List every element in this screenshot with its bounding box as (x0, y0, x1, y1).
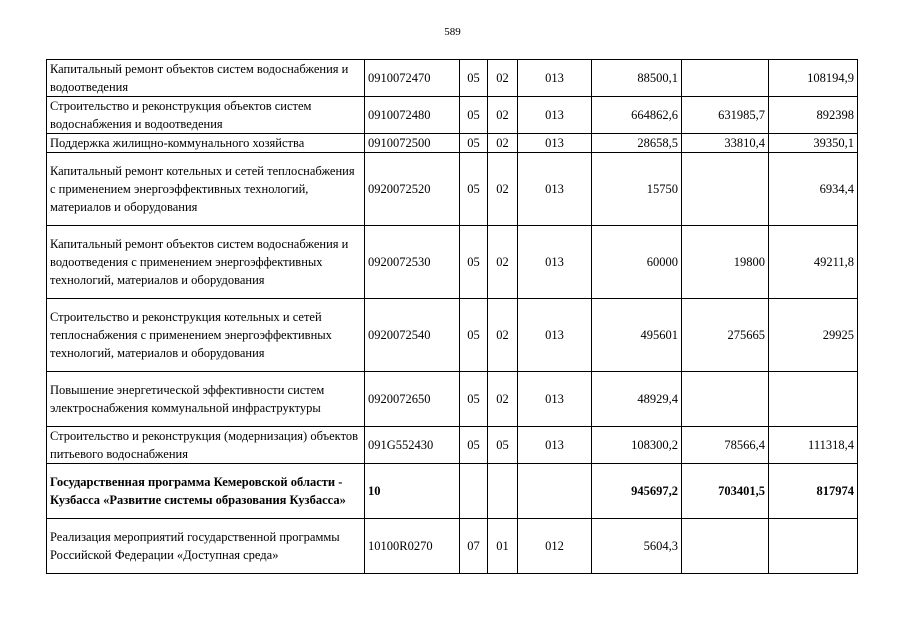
row-section (460, 464, 488, 519)
row-kvr: 013 (518, 427, 592, 464)
row-subsection: 02 (488, 153, 518, 226)
row-subsection: 02 (488, 299, 518, 372)
row-sum-3 (769, 519, 858, 574)
row-sum-3: 892398 (769, 97, 858, 134)
row-sum-1: 88500,1 (592, 60, 682, 97)
row-code: 0910072480 (365, 97, 460, 134)
row-sum-3: 39350,1 (769, 134, 858, 153)
row-name: Повышение энергетической эффективности систем электроснабжения коммунальной инфраструктуры (47, 372, 365, 427)
row-kvr: 013 (518, 372, 592, 427)
row-kvr: 012 (518, 519, 592, 574)
row-name: Поддержка жилищно-коммунального хозяйства (47, 134, 365, 153)
row-sum-1: 945697,2 (592, 464, 682, 519)
table-row (47, 464, 858, 519)
row-section: 05 (460, 427, 488, 464)
row-sum-1: 495601 (592, 299, 682, 372)
row-subsection (488, 464, 518, 519)
row-code: 0920072540 (365, 299, 460, 372)
row-sum-3: 817974 (769, 464, 858, 519)
row-subsection: 02 (488, 97, 518, 134)
page-number: 589 (444, 26, 461, 38)
row-sum-1: 108300,2 (592, 427, 682, 464)
row-code: 0910072470 (365, 60, 460, 97)
row-sum-2: 19800 (682, 226, 769, 299)
row-name: Капитальный ремонт объектов систем водоснабжения и водоотведения с применением энергоэффективных технологий, материалов и оборудования (47, 226, 365, 299)
row-sum-3: 29925 (769, 299, 858, 372)
row-section: 05 (460, 134, 488, 153)
row-kvr: 013 (518, 97, 592, 134)
row-sum-2 (682, 153, 769, 226)
row-subsection: 02 (488, 226, 518, 299)
row-section: 05 (460, 153, 488, 226)
row-subsection: 01 (488, 519, 518, 574)
row-name: Реализация мероприятий государственной программы Российской Федерации «Доступная среда» (47, 519, 365, 574)
row-subsection: 02 (488, 134, 518, 153)
budget-table (46, 59, 858, 574)
row-sum-1: 5604,3 (592, 519, 682, 574)
row-section: 05 (460, 60, 488, 97)
row-sum-1: 28658,5 (592, 134, 682, 153)
row-subsection: 05 (488, 427, 518, 464)
row-name: Строительство и реконструкция объектов систем водоснабжения и водоотведения (47, 97, 365, 134)
row-sum-1: 60000 (592, 226, 682, 299)
row-kvr: 013 (518, 299, 592, 372)
row-sum-3: 111318,4 (769, 427, 858, 464)
row-section: 05 (460, 299, 488, 372)
table-row (47, 519, 858, 574)
row-sum-2 (682, 519, 769, 574)
table-row (47, 60, 858, 97)
row-kvr (518, 464, 592, 519)
row-sum-3: 49211,8 (769, 226, 858, 299)
row-subsection: 02 (488, 372, 518, 427)
row-section: 05 (460, 97, 488, 134)
row-section: 05 (460, 226, 488, 299)
row-sum-3 (769, 372, 858, 427)
row-sum-2: 703401,5 (682, 464, 769, 519)
row-code: 0920072520 (365, 153, 460, 226)
row-sum-2: 631985,7 (682, 97, 769, 134)
table-row (47, 299, 858, 372)
row-code: 0920072650 (365, 372, 460, 427)
row-subsection: 02 (488, 60, 518, 97)
row-kvr: 013 (518, 60, 592, 97)
row-name: Капитальный ремонт объектов систем водоснабжения и водоотведения (47, 60, 365, 97)
table-row (47, 226, 858, 299)
row-kvr: 013 (518, 226, 592, 299)
table-row (47, 153, 858, 226)
table-row (47, 427, 858, 464)
row-section: 05 (460, 372, 488, 427)
row-sum-3: 108194,9 (769, 60, 858, 97)
row-sum-2: 275665 (682, 299, 769, 372)
row-sum-2: 33810,4 (682, 134, 769, 153)
row-code: 091G552430 (365, 427, 460, 464)
row-sum-1: 48929,4 (592, 372, 682, 427)
row-kvr: 013 (518, 153, 592, 226)
row-name: Государственная программа Кемеровской области - Кузбасса «Развитие системы образования Кузбасса» (47, 464, 365, 519)
row-sum-1: 664862,6 (592, 97, 682, 134)
row-name: Капитальный ремонт котельных и сетей теплоснабжения с применением энергоэффективных технологий, материалов и оборудования (47, 153, 365, 226)
row-section: 07 (460, 519, 488, 574)
row-sum-1: 15750 (592, 153, 682, 226)
row-sum-3: 6934,4 (769, 153, 858, 226)
row-code: 10 (365, 464, 460, 519)
row-code: 10100R0270 (365, 519, 460, 574)
row-name: Строительство и реконструкция котельных и сетей теплоснабжения с применением энергоэффективных технологий, материалов и оборудования (47, 299, 365, 372)
row-name: Строительство и реконструкция (модернизация) объектов питьевого водоснабжения (47, 427, 365, 464)
row-sum-2 (682, 372, 769, 427)
row-sum-2 (682, 60, 769, 97)
row-code: 0920072530 (365, 226, 460, 299)
row-code: 0910072500 (365, 134, 460, 153)
table-row (47, 97, 858, 134)
table-row (47, 372, 858, 427)
row-kvr: 013 (518, 134, 592, 153)
row-sum-2: 78566,4 (682, 427, 769, 464)
table-row (47, 134, 858, 153)
